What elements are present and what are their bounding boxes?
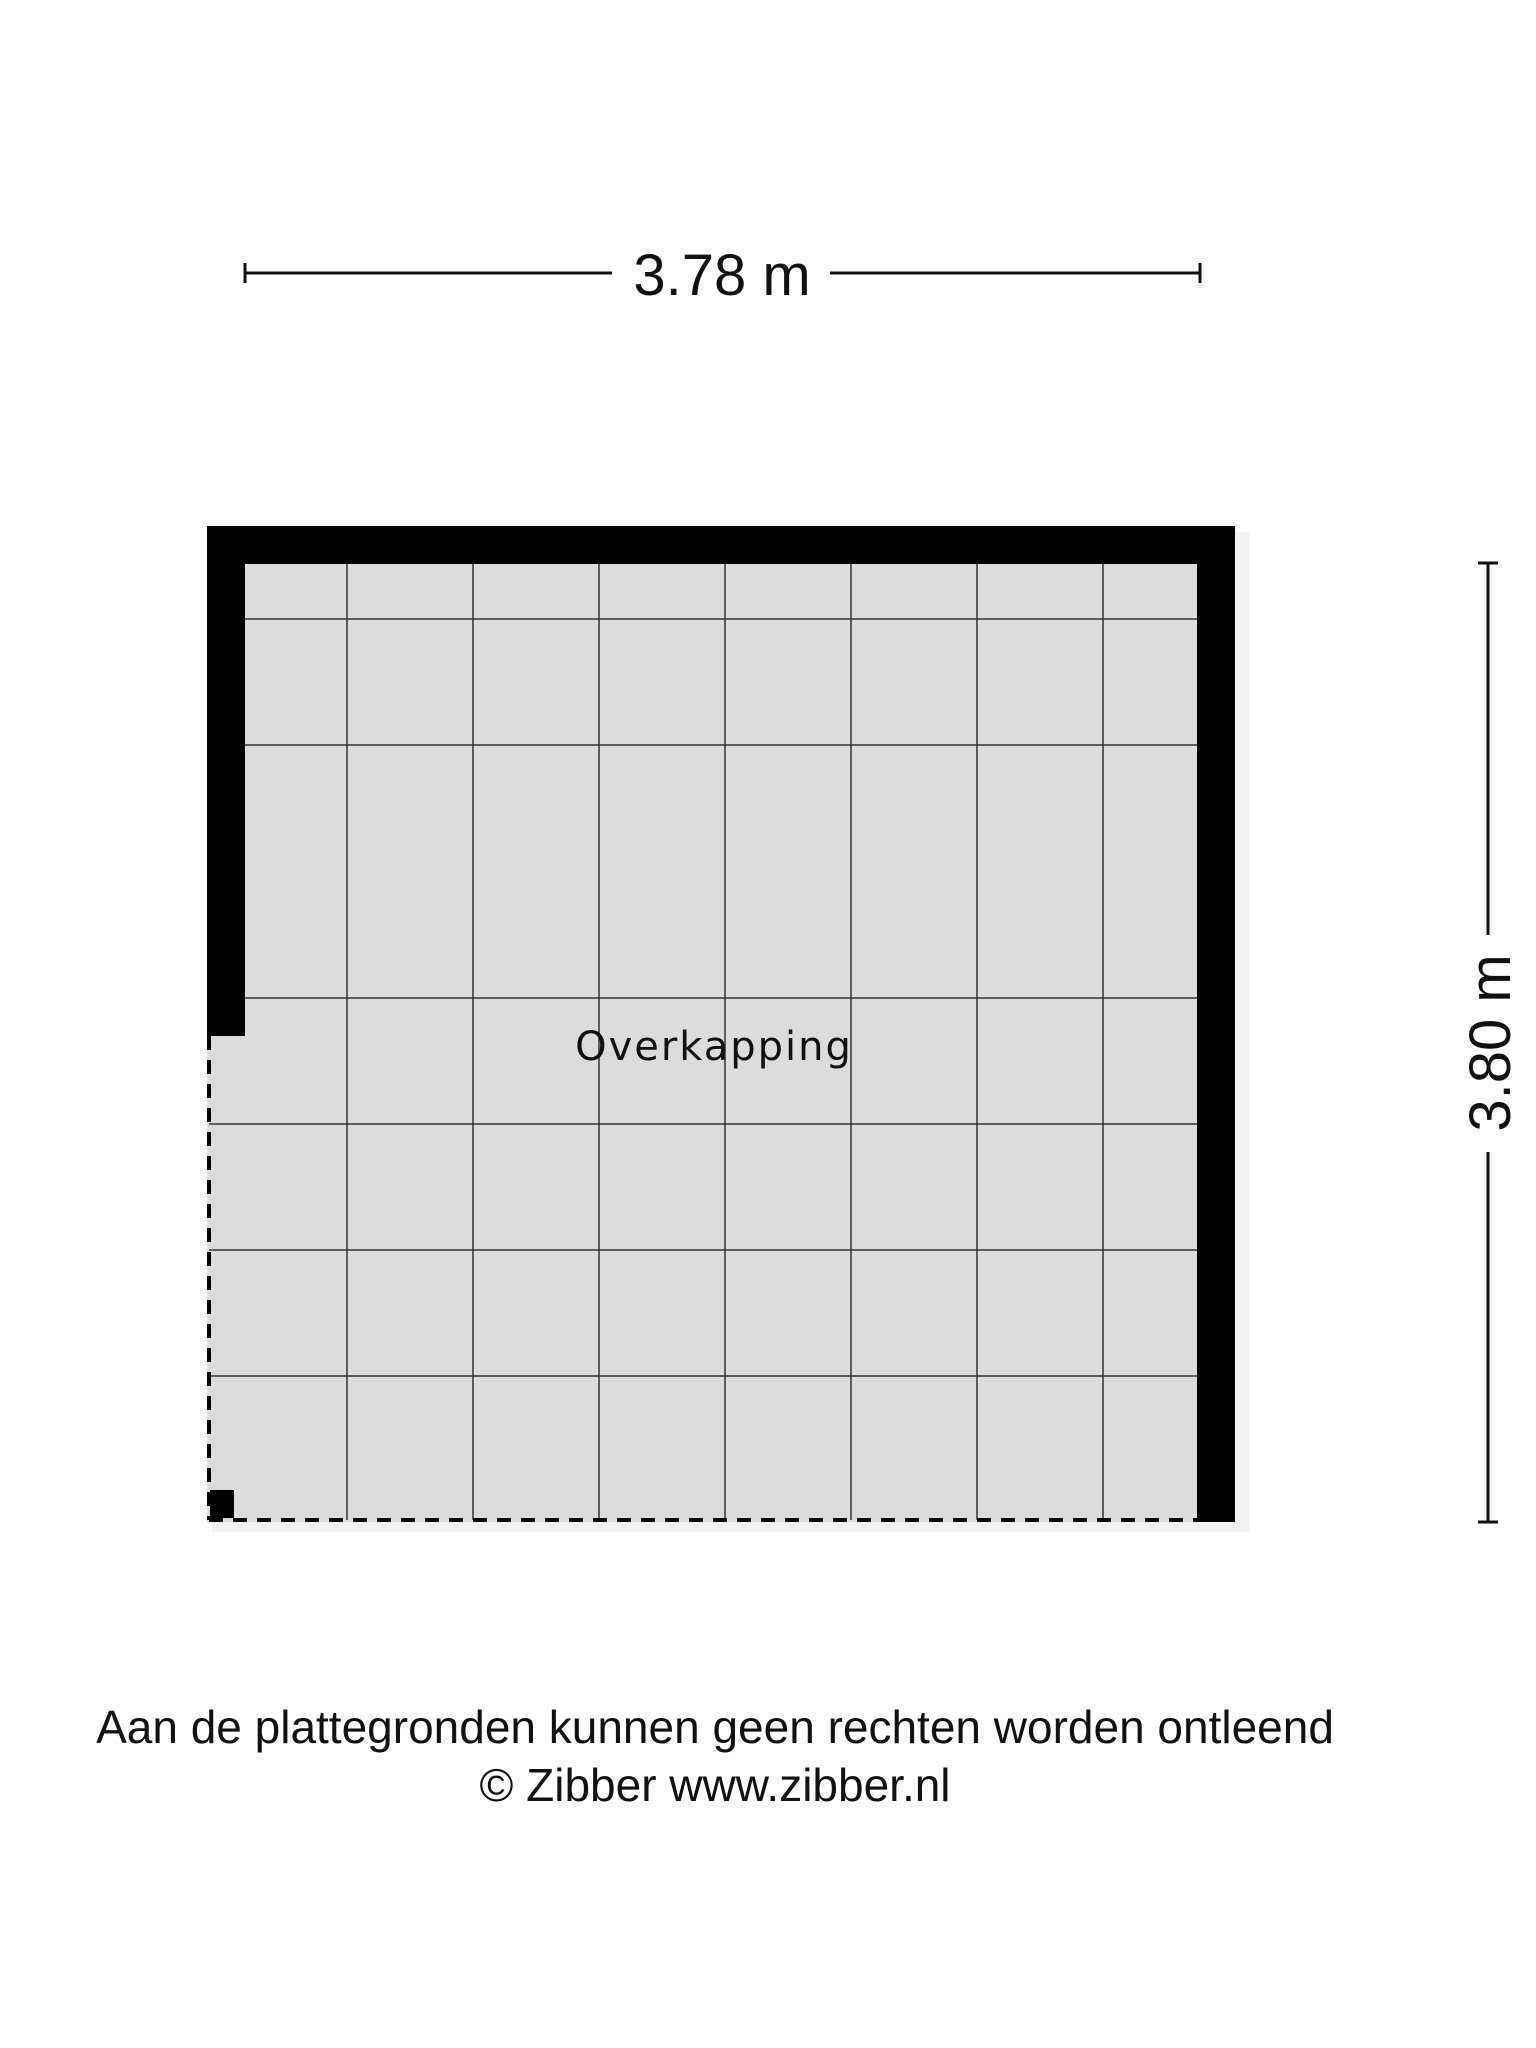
- wall-left: [207, 526, 245, 1036]
- wall-top: [207, 526, 1235, 564]
- wall-right: [1197, 526, 1235, 1522]
- copyright-text: © Zibber www.zibber.nl: [479, 1759, 951, 1811]
- disclaimer-text: Aan de plattegronden kunnen geen rechten worden ontleend: [96, 1701, 1334, 1753]
- room-label: Overkapping: [575, 1024, 853, 1070]
- width-dimension-label: 3.78 m: [633, 243, 811, 308]
- corner-post: [210, 1490, 234, 1518]
- height-dimension: [1458, 563, 1523, 1522]
- height-dimension-label: 3.80 m: [1458, 954, 1523, 1132]
- width-dimension: [245, 243, 1200, 308]
